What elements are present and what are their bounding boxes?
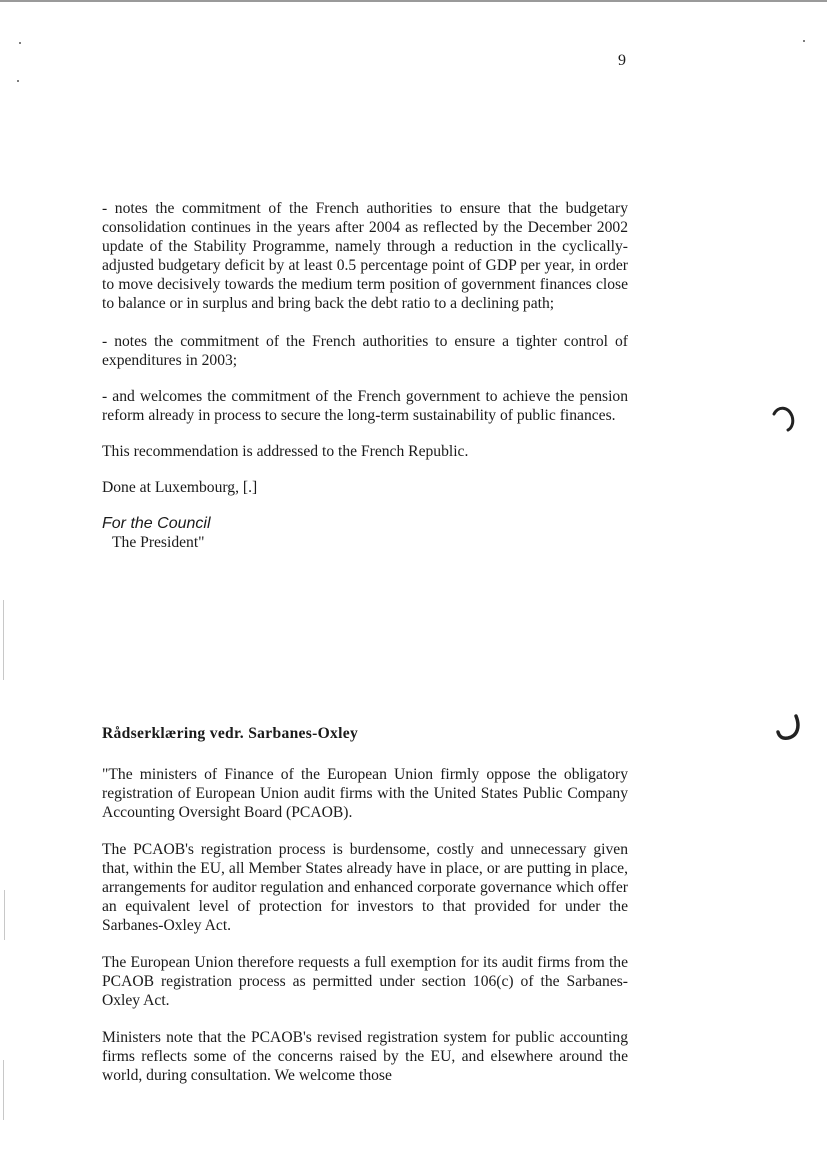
- scan-top-edge: [0, 0, 827, 2]
- paragraph: - and welcomes the commitment of the French government to achieve the pension reform already in process to secure the long-term sustainability of public finances.: [102, 388, 628, 424]
- section-heading: Rådserklæring vedr. Sarbanes-Oxley: [102, 725, 359, 742]
- paragraph: The European Union therefore requests a full exemption for its audit firms from the PCAOB registration process as permitted under section 106(c) of the Sarbanes-Oxley Act.: [102, 954, 628, 1009]
- paragraph: "The ministers of Finance of the European Union firmly oppose the obligatory registration of European Union audit firms with the United States Public Company Accounting Oversight Board (PCAOB).: [102, 766, 628, 821]
- scan-speck: [803, 40, 805, 42]
- paragraph: - notes the commitment of the French authorities to ensure a tighter control of expenditures in 2003;: [102, 333, 628, 369]
- margin-hook-mark: [770, 402, 800, 432]
- scan-edge-line: [4, 890, 5, 940]
- paragraph: Done at Luxembourg, [.]: [102, 479, 258, 496]
- signature-the-president: The President": [112, 534, 205, 551]
- page-number: 9: [618, 52, 626, 69]
- section-council-recommendation: [102, 199, 628, 552]
- margin-hook-mark: [776, 712, 804, 742]
- scan-speck: [17, 80, 19, 82]
- scan-edge-line: [3, 600, 4, 680]
- paragraph: This recommendation is addressed to the French Republic.: [102, 443, 469, 460]
- section-sarbanes-oxley: [102, 724, 628, 1085]
- scan-speck: [19, 42, 21, 44]
- paragraph: - notes the commitment of the French authorities to ensure that the budgetary consolidation continues in the years after 2004 as reflected by the December 2002 update of the Stability Programme, namely through a reduction in the cyclically-adjusted budgetary deficit by at least 0.5 percentage point of GDP per year, in order to move decisively towards the medium term position of government finances close to balance or in surplus and bring back the debt ratio to a declining path;: [102, 200, 628, 312]
- scan-edge-line: [3, 1060, 4, 1120]
- signature-for-the-council: For the Council: [102, 515, 211, 532]
- paragraph: Ministers note that the PCAOB's revised registration system for public accounting firms reflects some of the concerns raised by the EU, and elsewhere around the world, during consultation. We welcome those: [102, 1029, 628, 1084]
- paragraph: The PCAOB's registration process is burdensome, costly and unnecessary given that, within the EU, all Member States already have in place, or are putting in place, arrangements for auditor regulation and enhanced corporate governance which offer an equivalent level of protection for investors to that provided for under the Sarbanes-Oxley Act.: [102, 841, 628, 934]
